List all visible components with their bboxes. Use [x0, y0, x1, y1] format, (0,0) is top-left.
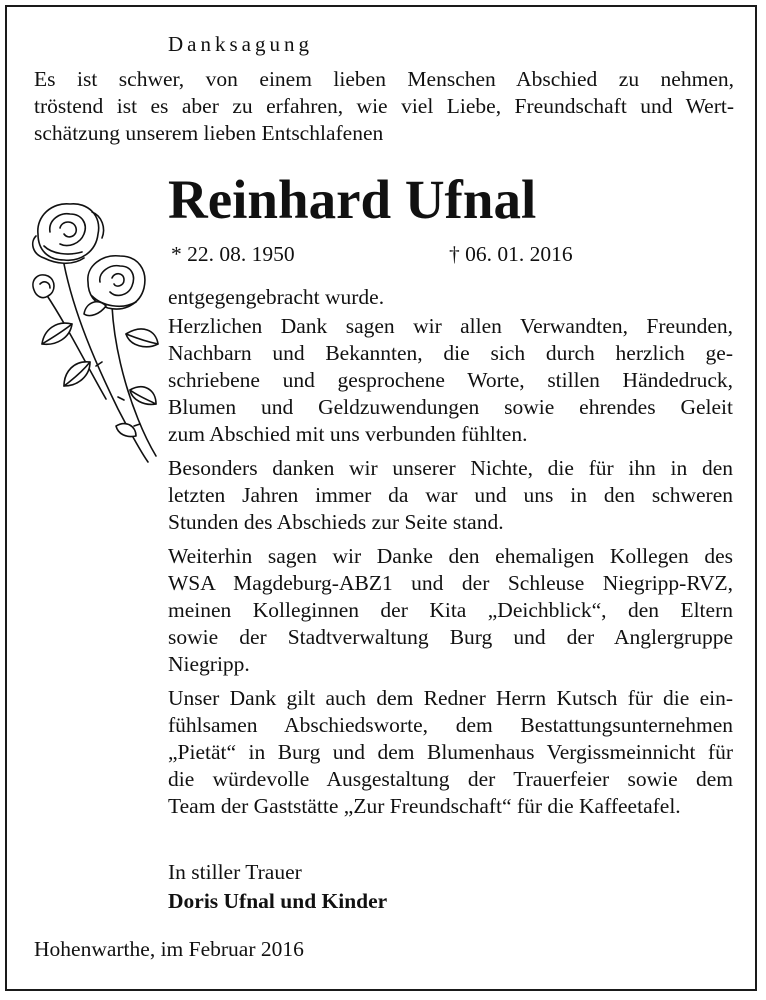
body-line: Besonders danken wir unserer Nichte, die für ihn in den — [168, 456, 733, 480]
deceased-name: Reinhard Ufnal — [168, 169, 537, 230]
body-line: WSA Magdeburg-ABZ1 und der Schleuse Niegripp-RVZ, — [168, 571, 733, 595]
body-line: Blumen und Geldzuwendungen sowie ehrendes Geleit — [168, 395, 733, 419]
body-line: Stunden des Abschieds zur Seite stand. — [168, 510, 504, 534]
place-date: Hohenwarthe, im Februar 2016 — [34, 937, 304, 961]
body-line: die würdevolle Ausgestaltung der Trauerfeier sowie dem — [168, 767, 733, 791]
body-line: meinen Kolleginnen der Kita „Deichblick“, den Eltern — [168, 598, 733, 622]
body-paragraph — [168, 543, 733, 678]
body-line: Niegripp. — [168, 652, 250, 676]
intro-line: schätzung unserem lieben Entschlafenen — [34, 121, 384, 145]
body-paragraph — [168, 284, 733, 311]
closing-line: In stiller Trauer — [168, 860, 302, 884]
body-paragraph — [168, 313, 733, 448]
body-paragraph — [168, 455, 733, 536]
body-line: „Pietät“ in Burg und dem Blumenhaus Vergissmeinnicht für — [168, 740, 733, 764]
notice-heading: Danksagung — [168, 32, 313, 56]
body-line: entgegengebracht wurde. — [168, 285, 385, 309]
body-line: zum Abschied mit uns verbunden fühlten. — [168, 422, 528, 446]
body-line: schriebene und gesprochene Worte, stillen Händedruck, — [168, 368, 733, 392]
signature: Doris Ufnal und Kinder — [168, 889, 388, 913]
birth-date: * 22. 08. 1950 — [171, 242, 295, 266]
closing-block — [168, 858, 387, 916]
death-date: † 06. 01. 2016 — [449, 242, 573, 266]
intro-line: tröstend ist es aber zu erfahren, wie viel Liebe, Freundschaft und Wert- — [34, 94, 734, 118]
body-line: Unser Dank gilt auch dem Redner Herrn Kutsch für die ein- — [168, 686, 733, 710]
body-line: Nachbarn und Bekannten, die sich durch herzlich ge- — [168, 341, 733, 365]
body-paragraph — [168, 685, 733, 820]
body-line: Herzlichen Dank sagen wir allen Verwandten, Freunden, — [168, 314, 733, 338]
intro-text — [34, 66, 734, 147]
intro-line: Es ist schwer, von einem lieben Menschen Abschied zu nehmen, — [34, 67, 734, 91]
life-dates — [171, 241, 573, 268]
body-line: Weiterhin sagen wir Danke den ehemaligen Kollegen des — [168, 544, 733, 568]
body-line: letzten Jahren immer da war und uns in den schweren — [168, 483, 733, 507]
body-line: fühlsamen Abschiedsworte, dem Bestattungsunternehmen — [168, 713, 733, 737]
body-line: Team der Gaststätte „Zur Freundschaft“ für die Kaffeetafel. — [168, 794, 681, 818]
notice-body — [168, 284, 733, 820]
body-line: sowie der Stadtverwaltung Burg und der Anglergruppe — [168, 625, 733, 649]
roses-icon — [26, 194, 162, 466]
